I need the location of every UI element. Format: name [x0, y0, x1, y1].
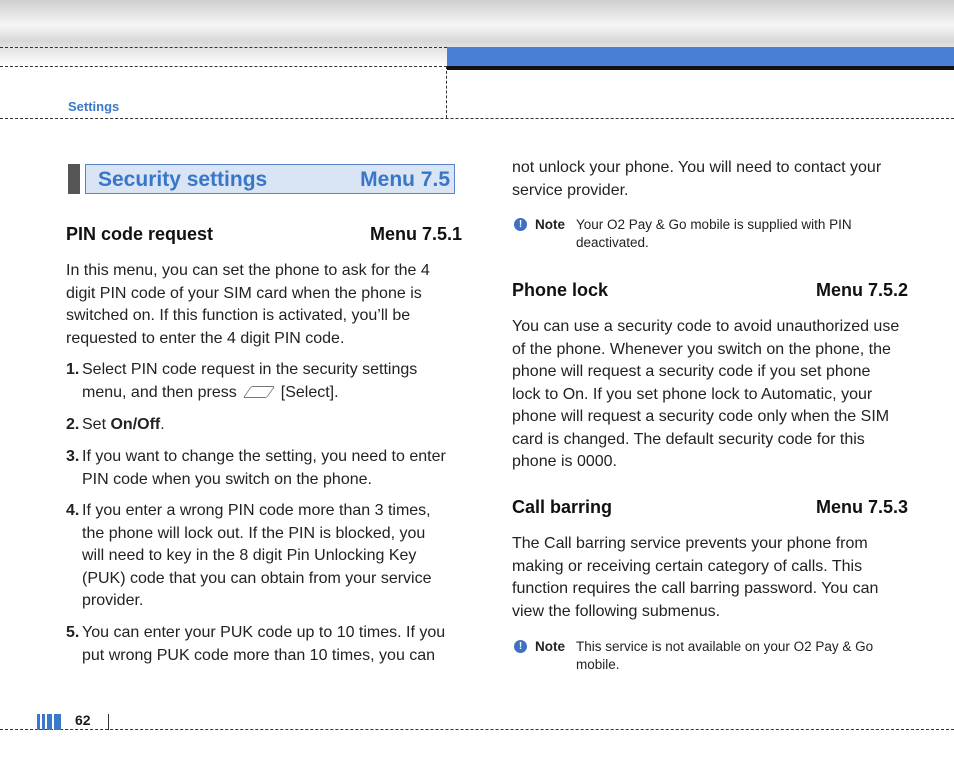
step-1: [66, 359, 458, 404]
step-line: provider.: [82, 592, 144, 609]
phonelock-line: phone will request a security code if you set phone: [512, 363, 871, 380]
select-key-icon: [243, 386, 275, 398]
step-line: If you enter a wrong PIN code more than 3 times,: [82, 502, 431, 519]
callbarring-menu-number: Menu 7.5.3: [816, 497, 909, 517]
info-icon: !: [514, 218, 527, 231]
title-tab: [68, 164, 80, 194]
phonelock-line: card is changed. The default security code for this: [512, 430, 865, 448]
step-text: Set: [82, 416, 111, 433]
footer-divider: [108, 714, 109, 730]
phonelock-line: phone is 0000.: [512, 453, 617, 470]
phonelock-line: lock to On. If you set phone lock to Automatic, your: [512, 385, 873, 403]
note-label: Note: [535, 639, 565, 654]
note-line: deactivated.: [576, 235, 649, 250]
step-line: will need to key in the 8 digit Pin Unlocking Key: [82, 547, 417, 564]
step-number: 4.: [66, 502, 80, 519]
step-5: [66, 622, 458, 667]
step-line: You can enter your PUK code up to 10 times. If you: [82, 624, 446, 641]
callbarring-line: function requires the call barring password. You can: [512, 580, 879, 597]
step-line: [82, 414, 458, 437]
step-4: [66, 500, 458, 613]
pin-heading: PIN code request: [66, 224, 214, 244]
note-line: Your O2 Pay & Go mobile is supplied with PIN: [576, 217, 852, 232]
title-inner: [85, 164, 455, 194]
pin-intro-line: requested to enter the 4 digit PIN code.: [66, 329, 345, 347]
header-dash-mid: [0, 66, 447, 67]
note-text: [576, 638, 896, 674]
callbarring-heading: Call barring: [512, 497, 613, 517]
info-icon: !: [514, 640, 527, 653]
continuation-line: service provider.: [512, 181, 629, 199]
pin-intro-line: switched on. If this function is activated, you’ll be: [66, 307, 411, 324]
step-text: menu, and then press: [82, 383, 237, 401]
continuation-line: not unlock your phone. You will need to contact your: [512, 159, 882, 176]
step-line: If you want to change the setting, you need to enter: [82, 448, 446, 465]
note-line: mobile.: [576, 657, 620, 672]
step-text: [Select].: [280, 383, 339, 401]
step-3: [66, 446, 458, 491]
pin-intro-line: In this menu, you can set the phone to ask for the 4: [66, 262, 430, 279]
header-dash-top: [0, 47, 447, 48]
footer-dash: [0, 729, 954, 730]
phonelock-line: of the phone. Whenever you switch on the phone, the: [512, 340, 891, 358]
step-line: PIN code when you switch on the phone.: [82, 470, 372, 488]
page-number: 62: [75, 712, 91, 728]
step-number: 1.: [66, 361, 80, 378]
note-label: Note: [535, 217, 565, 232]
step-number: 2.: [66, 416, 80, 433]
pin-intro-line: digit PIN code of your SIM card when the phone is: [66, 284, 422, 302]
step-number: 3.: [66, 448, 80, 465]
callbarring-line: view the following submenus.: [512, 602, 721, 620]
phonelock-heading: Phone lock: [512, 280, 609, 300]
callbarring-line: The Call barring service prevents your phone from: [512, 535, 868, 552]
phonelock-text: [512, 316, 922, 474]
callbarring-line: making or receiving certain category of calls. This: [512, 557, 863, 575]
header-accent-bar: [447, 47, 954, 70]
step-line: the phone will lock out. If the PIN is blocked, you: [82, 524, 426, 542]
phonelock-line: phone will request a security code only when the SIM: [512, 408, 890, 425]
note-callbarring: [514, 638, 914, 678]
section-title: Security settings: [98, 168, 268, 191]
section-title-box: [68, 164, 455, 194]
note-text: [576, 216, 896, 252]
phonelock-menu-number: Menu 7.5.2: [816, 280, 909, 300]
continuation-text: [512, 157, 912, 202]
step-text: .: [160, 416, 165, 433]
phonelock-line: You can use a security code to avoid unauthorized use: [512, 318, 900, 335]
step-line: put wrong PUK code more than 10 times, you can: [82, 646, 436, 664]
header-dash-bottom: [0, 118, 954, 119]
note-pin: [514, 216, 914, 256]
pin-menu-number: Menu 7.5.1: [370, 224, 463, 244]
step-number: 5.: [66, 624, 80, 641]
section-menu-number: Menu 7.5: [360, 168, 450, 191]
step-line: Select PIN code request in the security settings: [82, 361, 418, 378]
header-dash-vertical: [446, 66, 447, 118]
step-line: [82, 382, 458, 405]
step-line: (PUK) code that you can obtain from your service: [82, 569, 432, 587]
step-bold: On/Off: [110, 416, 161, 433]
note-line: This service is not available on your O2 Pay & Go: [576, 639, 874, 654]
pin-intro: [66, 260, 456, 350]
section-label: Settings: [68, 99, 120, 114]
callbarring-text: [512, 533, 922, 623]
step-2: [66, 414, 458, 437]
